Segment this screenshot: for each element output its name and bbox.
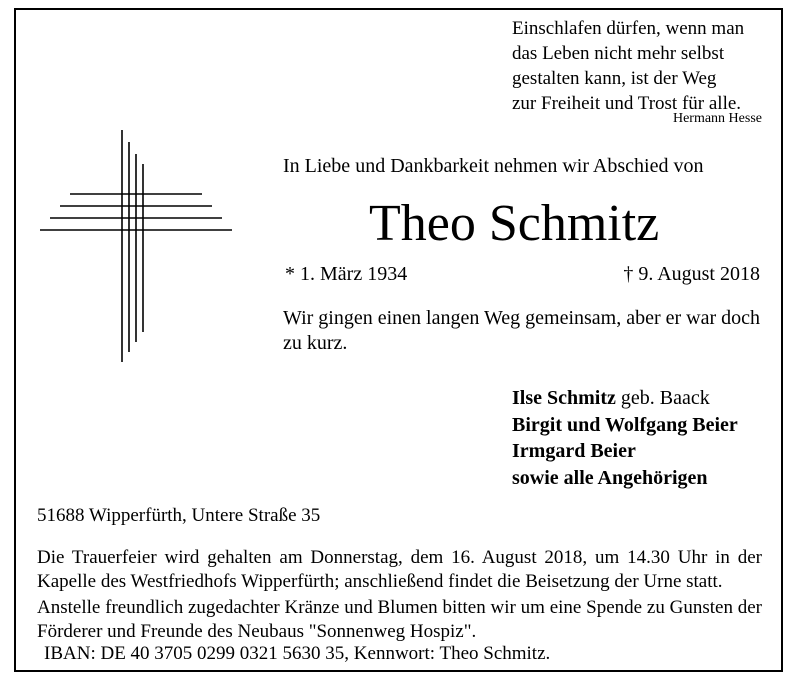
mourner-name: sowie alle Angehörigen [512, 466, 708, 489]
address: 51688 Wipperfürth, Untere Straße 35 [37, 505, 321, 526]
iban-line: IBAN: DE 40 3705 0299 0321 5630 35, Kennwort: Theo Schmitz. [44, 643, 551, 664]
mourner-row [512, 385, 738, 412]
mourner-name: Ilse Schmitz [512, 387, 616, 409]
mourner-name: Birgit und Wolfgang Beier [512, 413, 738, 436]
memorial-saying: Wir gingen einen langen Weg gemeinsam, aber er war doch zu kurz. [283, 307, 761, 354]
mourner-maiden-name: geb. Baack [615, 387, 710, 409]
death-date: † 9. August 2018 [623, 263, 760, 285]
mourner-row [512, 465, 738, 492]
ceremony-notice: Die Trauerfeier wird gehalten am Donnerstag, dem 16. August 2018, um 14.30 Uhr in der Kapelle des Westfriedhofs Wipperfürth; anschließend findet die Beisetzung der Urne statt. [37, 547, 762, 592]
deceased-name: Theo Schmitz [369, 195, 660, 252]
donation-notice: Anstelle freundlich zugedachter Kränze und Blumen bitten wir um eine Spende zu Gunsten der Förderer und Freunde des Neubaus "Sonnenweg Hospiz". [37, 597, 762, 642]
mourner-row [512, 412, 738, 439]
quote-author: Hermann Hesse [672, 111, 762, 126]
quote [512, 16, 760, 116]
quote-line: das Leben nicht mehr selbst [512, 43, 725, 64]
mourner-row [512, 438, 738, 465]
mourner-name: Irmgard Beier [512, 440, 636, 462]
birth-date: * 1. März 1934 [285, 263, 408, 285]
quote-line: zur Freiheit und Trost für alle. [512, 93, 742, 114]
intro-text: In Liebe und Dankbarkeit nehmen wir Abschied von [283, 155, 704, 177]
cross-icon [40, 130, 232, 362]
quote-line: Einschlafen dürfen, wenn man [512, 18, 745, 39]
quote-line: gestalten kann, ist der Weg [512, 68, 717, 89]
mourners-list [512, 385, 738, 491]
